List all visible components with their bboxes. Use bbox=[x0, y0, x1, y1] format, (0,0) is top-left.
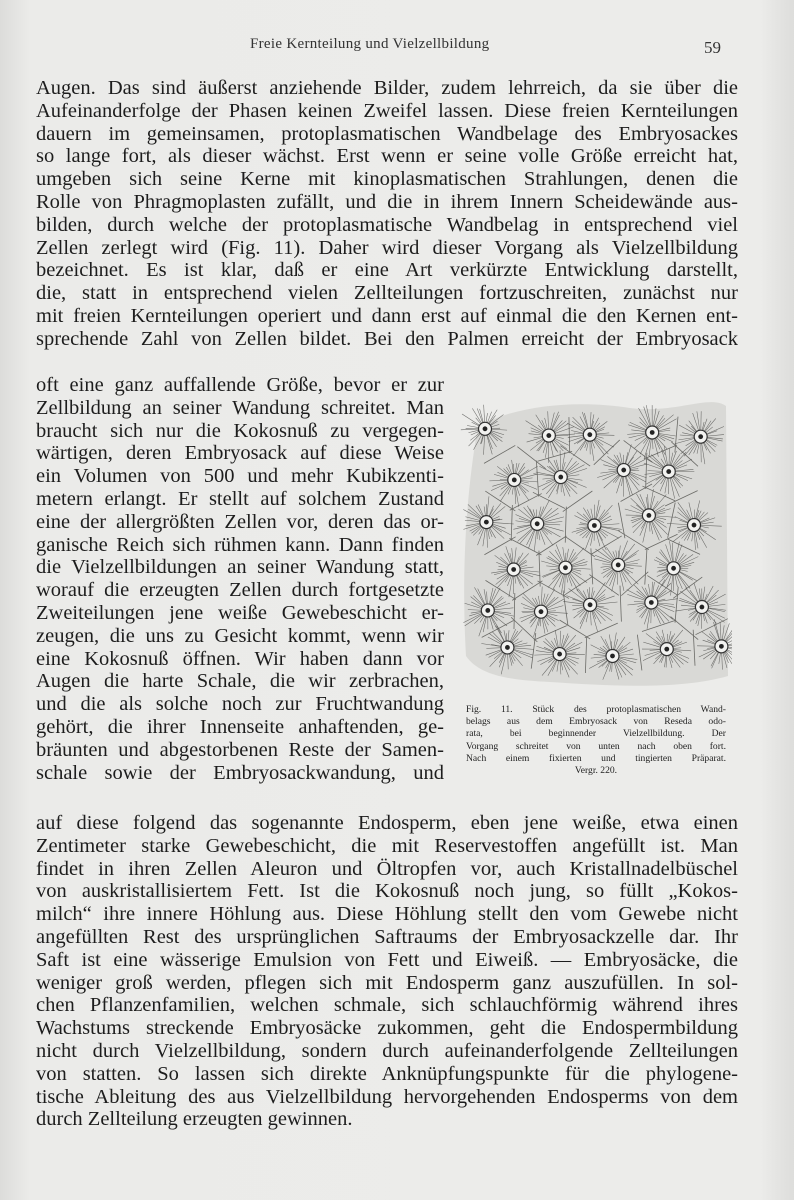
text-line: gehört, die ihrer Innenseite anhaftenden, ge- bbox=[36, 716, 444, 738]
nucleolus bbox=[539, 609, 544, 614]
cell-network-drawing bbox=[460, 386, 732, 698]
text-line: Zweiteilungen jene weiße Gewebeschicht er- bbox=[36, 602, 444, 624]
nucleolus bbox=[621, 468, 626, 473]
caption-line: belags aus dem Embryosack von Reseda odo- bbox=[466, 716, 726, 728]
text-line: mit freien Kernteilungen operiert und dann erst auf einmal die den Kernen ent- bbox=[36, 305, 738, 327]
page-number: 59 bbox=[704, 38, 721, 57]
nucleolus bbox=[649, 600, 654, 605]
text-line: Zentimeter starke Gewebeschicht, die mit Reservestoffen angefüllt ist. Man bbox=[36, 834, 738, 857]
text-line: milch“ ihre innere Höhlung aus. Diese Höhlung stellt den vom Gewebe nicht bbox=[36, 903, 738, 926]
text-line: angefüllten Rest des ursprünglichen Saftraums der Embryosackzelle dar. Ihr bbox=[36, 926, 738, 948]
nucleolus bbox=[558, 475, 563, 480]
kinoplasmic-radiation bbox=[461, 429, 480, 430]
nucleolus bbox=[512, 478, 517, 483]
running-head: Freie Kernteilung und Vielzellbildung bbox=[250, 36, 490, 52]
kinoplasmic-radiation bbox=[472, 408, 482, 424]
nucleolus bbox=[587, 432, 592, 437]
kinoplasmic-radiation bbox=[484, 405, 485, 424]
nucleolus bbox=[483, 426, 488, 431]
text-line: tische Ableitung des aus Vielzellbildung hervorgehenden Endosperms von dem bbox=[36, 1085, 738, 1108]
text-line: braucht sich nur die Kokosnuß zu vergegen- bbox=[36, 419, 444, 442]
text-line: Rolle von Phragmoplasten zufällt, und die in ihrem Innern Scheidewände aus- bbox=[36, 191, 738, 213]
nucleolus bbox=[650, 430, 655, 435]
text-line: weniger groß werden, pflegen sich mit Endosperm ganz auszufüllen. In sol- bbox=[36, 971, 738, 994]
nucleolus bbox=[557, 652, 562, 657]
text-line: wärtigen, deren Embryosack auf diese Weise bbox=[36, 442, 444, 465]
figure-caption bbox=[466, 704, 726, 777]
text-line: Wachstums streckende Embryosäcke zukommen, geht die Endospermbildung bbox=[36, 1017, 738, 1040]
text-line: bilden, durch welche der protoplasmatische Wandbelag in entsprechend viel bbox=[36, 213, 738, 236]
text-line: von auskristallisiertem Fett. Ist die Kokosnuß noch jung, so füllt „Kokos- bbox=[36, 880, 738, 903]
text-line: Zellen zerlegt wird (Fig. 11). Daher wird dieser Vorgang als Vielzellbildung bbox=[36, 236, 738, 259]
caption-line: Vorgang schreitet von unten nach oben fort. bbox=[466, 740, 726, 752]
nucleolus bbox=[666, 469, 671, 474]
text-line: metern erlangt. Er stellt auf solchem Zustand bbox=[36, 488, 444, 510]
text-line: zeugen, die uns zu Gesicht kommt, wenn wir bbox=[36, 624, 444, 647]
text-line: schale sowie der Embryosackwandung, und bbox=[36, 761, 444, 784]
nucleolus bbox=[484, 520, 489, 525]
caption-line: Nach einem fixierten und tingierten Präparat. bbox=[466, 752, 726, 764]
nucleolus bbox=[671, 566, 676, 571]
nucleolus bbox=[616, 563, 621, 568]
kinoplasmic-radiation bbox=[462, 414, 481, 426]
nucleolus bbox=[610, 654, 615, 659]
text-line: eine Kokosnuß öffnen. Wir haben dann vor bbox=[36, 647, 444, 670]
text-line: Saft ist eine wässerige Emulsion von Fett und Eiweiß. — Embryosäcke, die bbox=[36, 948, 738, 971]
text-line: oft eine ganz auffallende Größe, bevor er zur bbox=[36, 374, 444, 396]
nucleolus bbox=[505, 645, 510, 650]
nucleolus bbox=[592, 523, 597, 528]
text-line: worauf die erzeugten Zellen durch fortgesetzte bbox=[36, 579, 444, 602]
nucleolus bbox=[646, 513, 651, 518]
nucleolus bbox=[485, 608, 490, 613]
nucleolus bbox=[700, 605, 705, 610]
text-line: von statten. So lassen sich direkte Anknüpfungspunkte für die phylogene- bbox=[36, 1062, 738, 1085]
nucleolus bbox=[698, 434, 703, 439]
nucleolus bbox=[664, 647, 669, 652]
caption-line: Fig. 11. Stück des protoplasmatischen Wand- bbox=[466, 704, 726, 715]
text-line: bräunten und abgestorbenen Reste der Samen- bbox=[36, 738, 444, 761]
caption-line: rata, bei beginnender Vielzellbildung. Der bbox=[466, 728, 726, 740]
text-line: nicht durch Vielzellbildung, sondern durch aufeinanderfolgende Zellteilungen bbox=[36, 1040, 738, 1062]
text-line: chen Pflanzenfamilien, welchen schmale, sich schlauchförmig während ihres bbox=[36, 994, 738, 1017]
caption-line: Vergr. 220. bbox=[574, 765, 618, 777]
nucleolus bbox=[692, 523, 697, 528]
text-line: so lange fort, als dieser wächst. Erst wenn er seine volle Größe erreicht hat, bbox=[36, 145, 738, 168]
text-line: findet in ihren Zellen Aleuron und Öltropfen vor, auch Kristallnadelbüschel bbox=[36, 857, 738, 880]
text-line: bezeichnet. Es ist klar, daß er eine Art verkürzte Entwicklung darstellt, bbox=[36, 259, 738, 282]
text-line: und die als solche noch zur Fruchtwandung bbox=[36, 693, 444, 716]
text-line: durch Zellteilung erzeugten gewinnen. bbox=[36, 1108, 353, 1131]
text-line: umgeben sich seine Kerne mit kinoplasmatischen Strahlungen, denen die bbox=[36, 168, 738, 191]
text-line: Augen. Das sind äußerst anziehende Bilder, zudem lehrreich, da sie über die bbox=[36, 77, 738, 99]
figure-illustration bbox=[460, 386, 732, 698]
nucleolus bbox=[511, 567, 516, 572]
nucleolus bbox=[588, 602, 593, 607]
text-line: dauern im gemeinsamen, protoplasmatischen Wandbelage des Embryosackes bbox=[36, 122, 738, 145]
nucleolus bbox=[546, 433, 551, 438]
text-line: Aufeinanderfolge der Phasen keinen Zweifel lassen. Diese freien Kernteilungen bbox=[36, 99, 738, 122]
text-line: die, statt in entsprechend vielen Zellteilungen fortzuschreiten, zunächst nur bbox=[36, 282, 738, 305]
text-line: eine der allergrößten Zellen vor, deren das or- bbox=[36, 510, 444, 533]
nucleolus bbox=[563, 565, 568, 570]
text-line: auf diese folgend das sogenannte Endosperm, eben jene weiße, etwa einen bbox=[36, 812, 738, 834]
text-line: sprechende Zahl von Zellen bildet. Bei den Palmen erreicht der Embryosack bbox=[36, 327, 738, 350]
text-line: Zellbildung an seiner Wandung schreitet. Man bbox=[36, 396, 444, 419]
nucleolus bbox=[535, 521, 540, 526]
nucleolus bbox=[719, 644, 724, 649]
text-line: Augen die harte Schale, die wir zerbrachen, bbox=[36, 670, 444, 693]
text-line: die Vielzellbildungen an seiner Wandung statt, bbox=[36, 556, 444, 579]
text-line: ganische Reich sich rühmen kann. Dann finden bbox=[36, 533, 444, 556]
text-line: ein Volumen von 500 und mehr Kubikzenti- bbox=[36, 465, 444, 488]
